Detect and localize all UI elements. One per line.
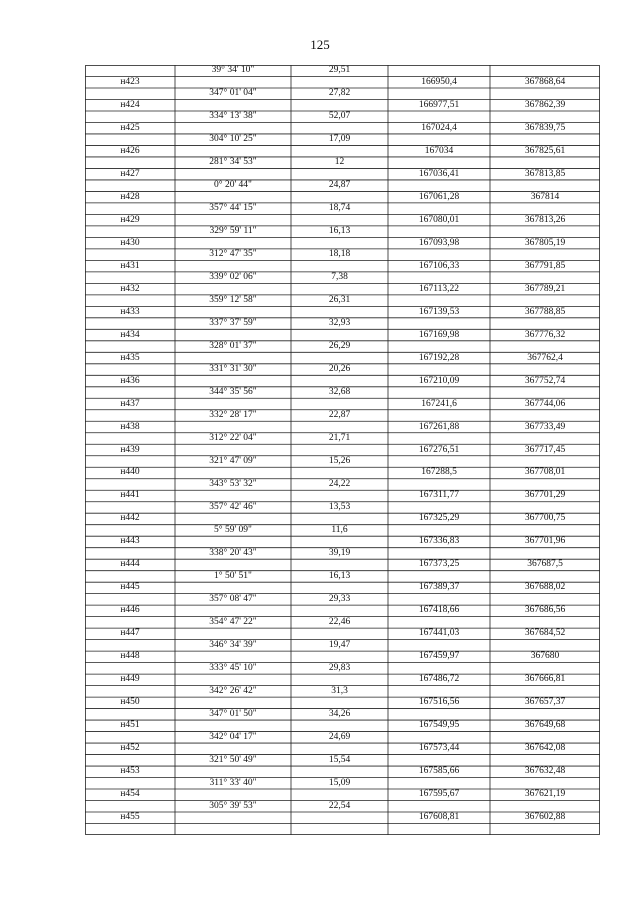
coordinates-table [85,65,600,835]
point-name: н427 [120,168,140,179]
coordinate-y: 367862,39 [524,99,566,110]
segment-length: 20,26 [328,364,351,375]
point-name: н439 [120,444,140,455]
direction-angle: 281° 34' 53" [209,157,257,168]
coordinate-y: 367649,68 [524,720,566,731]
segment-length: 26,31 [328,295,351,306]
point-name: н454 [120,789,140,800]
coordinate-y: 367762,4 [527,352,563,363]
coordinate-y: 367684,52 [524,628,566,639]
coordinate-y: 367733,49 [524,421,566,432]
coordinate-y: 367688,02 [524,582,566,593]
point-name: н433 [120,306,140,317]
direction-angle: 338° 20' 43" [209,547,257,558]
coordinate-x: 167486,72 [418,674,460,685]
coordinate-y: 367789,21 [524,283,566,294]
direction-angle: 337° 37' 59" [209,318,257,329]
direction-angle: 359° 12' 58" [209,295,257,306]
direction-angle: 329° 59' 11" [209,226,257,237]
coordinate-x: 166977,51 [418,99,460,110]
segment-length: 32,68 [328,387,351,398]
direction-angle: 328° 01' 37" [209,341,257,352]
coordinate-y: 367813,26 [524,214,566,225]
coordinate-y: 367752,74 [524,375,566,386]
direction-angle: 347° 01' 04" [209,88,257,99]
segment-length: 29,33 [328,593,351,604]
coordinate-y: 367680 [530,651,560,662]
point-name: н435 [120,352,140,363]
coordinate-y: 367717,45 [524,444,566,455]
point-name: н446 [120,605,140,616]
direction-angle: 1° 50' 51" [214,570,252,581]
direction-angle: 39° 34' 10" [211,65,255,76]
segment-length: 52,07 [328,111,351,122]
coordinate-x: 167093,98 [418,237,460,248]
segment-length: 13,53 [328,501,351,512]
direction-angle: 304° 10' 25" [209,134,257,145]
segment-length: 31,3 [331,685,348,696]
segment-length: 18,18 [328,249,351,260]
direction-angle: 357° 08' 47" [209,593,257,604]
direction-angle: 357° 42' 46" [209,501,257,512]
coordinate-y: 367621,19 [524,789,566,800]
direction-angle: 5° 59' 09" [214,524,252,535]
point-name: н436 [120,375,140,386]
coordinate-y: 367825,61 [524,145,566,156]
direction-angle: 305° 39' 53" [209,800,257,811]
segment-length: 12 [334,157,345,168]
segment-length: 15,54 [328,754,351,765]
coordinate-y: 367686,56 [524,605,566,616]
segment-length: 21,71 [328,433,351,443]
coordinate-x: 167288,5 [421,467,457,478]
coordinate-x: 167139,53 [418,306,460,317]
point-name: н426 [120,145,140,156]
point-name: н429 [120,214,140,225]
point-name: н440 [120,467,140,478]
segment-length: 15,26 [328,455,351,466]
segment-length: 15,09 [328,777,351,788]
point-name: н434 [120,329,140,340]
coordinate-x: 167549,95 [418,720,460,731]
coordinate-y: 367839,75 [524,122,566,133]
direction-angle: 321° 47' 09" [209,455,257,466]
point-name: н423 [120,76,140,87]
coordinate-x: 167373,25 [418,559,460,570]
coordinate-y: 367813,85 [524,168,566,179]
coordinate-x: 167336,83 [418,536,460,547]
segment-length: 24,69 [328,731,351,742]
point-name: н438 [120,421,140,432]
coordinate-x: 167036,41 [418,168,460,179]
coordinate-x: 167441,03 [418,628,460,639]
point-name: н441 [120,490,140,501]
coordinate-x: 167210,09 [418,375,460,386]
direction-angle: 346° 34' 39" [209,639,257,650]
coordinate-x: 167024,4 [421,122,457,133]
segment-length: 24,22 [328,478,351,489]
coordinate-y: 367776,32 [524,329,566,340]
coordinate-y: 367700,75 [524,513,566,524]
coordinate-x: 167573,44 [418,743,460,754]
point-name: н444 [120,559,140,570]
point-name: н430 [120,237,140,248]
coordinate-y: 367632,48 [524,766,566,777]
segment-length: 18,74 [328,203,351,214]
point-name: н443 [120,536,140,547]
point-name: н450 [120,697,140,708]
point-name: н432 [120,283,140,294]
segment-length: 26,29 [328,341,351,352]
direction-angle: 334° 13' 38" [209,111,257,122]
direction-angle: 331° 31' 30" [209,364,257,375]
coordinate-x: 167106,33 [418,260,460,271]
segment-length: 22,46 [328,616,351,627]
segment-length: 16,13 [328,570,351,581]
coordinate-y: 367791,85 [524,260,566,271]
coordinate-y: 367868,64 [524,76,566,87]
point-name: н425 [120,122,140,133]
coordinate-x: 167034 [424,145,454,156]
point-name: н453 [120,766,140,777]
coordinate-y: 367642,08 [524,743,566,754]
direction-angle: 332° 28' 17" [209,410,257,421]
coordinate-x: 167516,56 [418,697,460,708]
point-name: н447 [120,628,140,639]
coordinate-y: 367805,19 [524,237,566,248]
coordinate-x: 167585,66 [418,766,460,777]
point-name: н451 [120,720,140,731]
coordinate-x: 167276,51 [418,444,460,455]
segment-length: 7,38 [331,272,348,283]
segment-length: 16,13 [328,226,351,237]
direction-angle: 344° 35' 56" [209,387,257,398]
point-name: н431 [120,260,140,271]
direction-angle: 357° 44' 15" [209,203,257,214]
segment-length: 22,54 [328,800,351,811]
point-name: н428 [120,191,140,202]
coordinate-y: 367657,37 [524,697,566,708]
direction-angle: 343° 53' 32" [209,478,257,489]
segment-length: 11,6 [331,524,348,535]
direction-angle: 342° 04' 17" [209,731,257,742]
direction-angle: 339° 02' 06" [209,272,257,283]
direction-angle: 312° 47' 35" [209,249,257,260]
point-name: н445 [120,582,140,593]
coordinate-y: 367687,5 [527,559,563,570]
direction-angle: 347° 01' 50" [209,708,257,719]
direction-angle: 333° 45' 10" [209,662,257,673]
coordinate-x: 167325,29 [418,513,460,524]
coordinate-x: 167389,37 [418,582,460,593]
coordinate-y: 367701,29 [524,490,566,501]
coordinate-y: 367744,06 [524,398,566,409]
coordinate-x: 167080,01 [418,214,460,225]
coordinate-x: 166950,4 [421,76,457,87]
segment-length: 17,09 [328,134,351,145]
coordinate-x: 167061,28 [418,191,460,202]
coordinate-y: 367602,88 [524,812,566,823]
segment-length: 34,26 [328,708,351,719]
coordinate-y: 367701,96 [524,536,566,547]
direction-angle: 321° 50' 49" [209,754,257,765]
direction-angle: 0° 20' 44" [214,180,252,191]
coordinate-y: 367708,01 [524,467,566,478]
coordinate-x: 167241,6 [421,398,457,409]
page-number: 125 [310,37,330,52]
coordinate-x: 167459,97 [418,651,460,662]
segment-length: 24,87 [328,180,351,191]
direction-angle: 311° 33' 40" [209,777,257,788]
coordinate-x: 167418,66 [418,605,460,616]
segment-length: 22,87 [328,410,351,421]
segment-length: 27,82 [328,88,351,99]
point-name: н452 [120,743,140,754]
coordinate-x: 167261,88 [418,421,460,432]
direction-angle: 342° 26' 42" [209,685,257,696]
coordinate-y: 367788,85 [524,306,566,317]
point-name: н449 [120,674,140,685]
segment-length: 29,83 [328,662,351,673]
segment-length: 29,51 [328,65,351,76]
coordinate-y: 367666,81 [524,674,566,685]
direction-angle: 312° 22' 04" [209,433,257,443]
point-name: н455 [120,812,140,823]
segment-length: 39,19 [328,547,351,558]
coordinate-x: 167595,67 [418,789,460,800]
coordinate-x: 167169,98 [418,329,460,340]
point-name: н437 [120,398,140,409]
segment-length: 19,47 [328,639,351,650]
coordinate-x: 167113,22 [418,283,460,294]
segment-length: 32,93 [328,318,351,329]
coordinate-x: 167608,81 [418,812,460,823]
point-name: н424 [120,99,140,110]
coordinate-y: 367814 [530,191,560,202]
coordinate-x: 167311,77 [418,490,460,501]
point-name: н442 [120,513,140,524]
direction-angle: 354° 47' 22" [209,616,257,627]
coordinate-x: 167192,28 [418,352,460,363]
point-name: н448 [120,651,140,662]
